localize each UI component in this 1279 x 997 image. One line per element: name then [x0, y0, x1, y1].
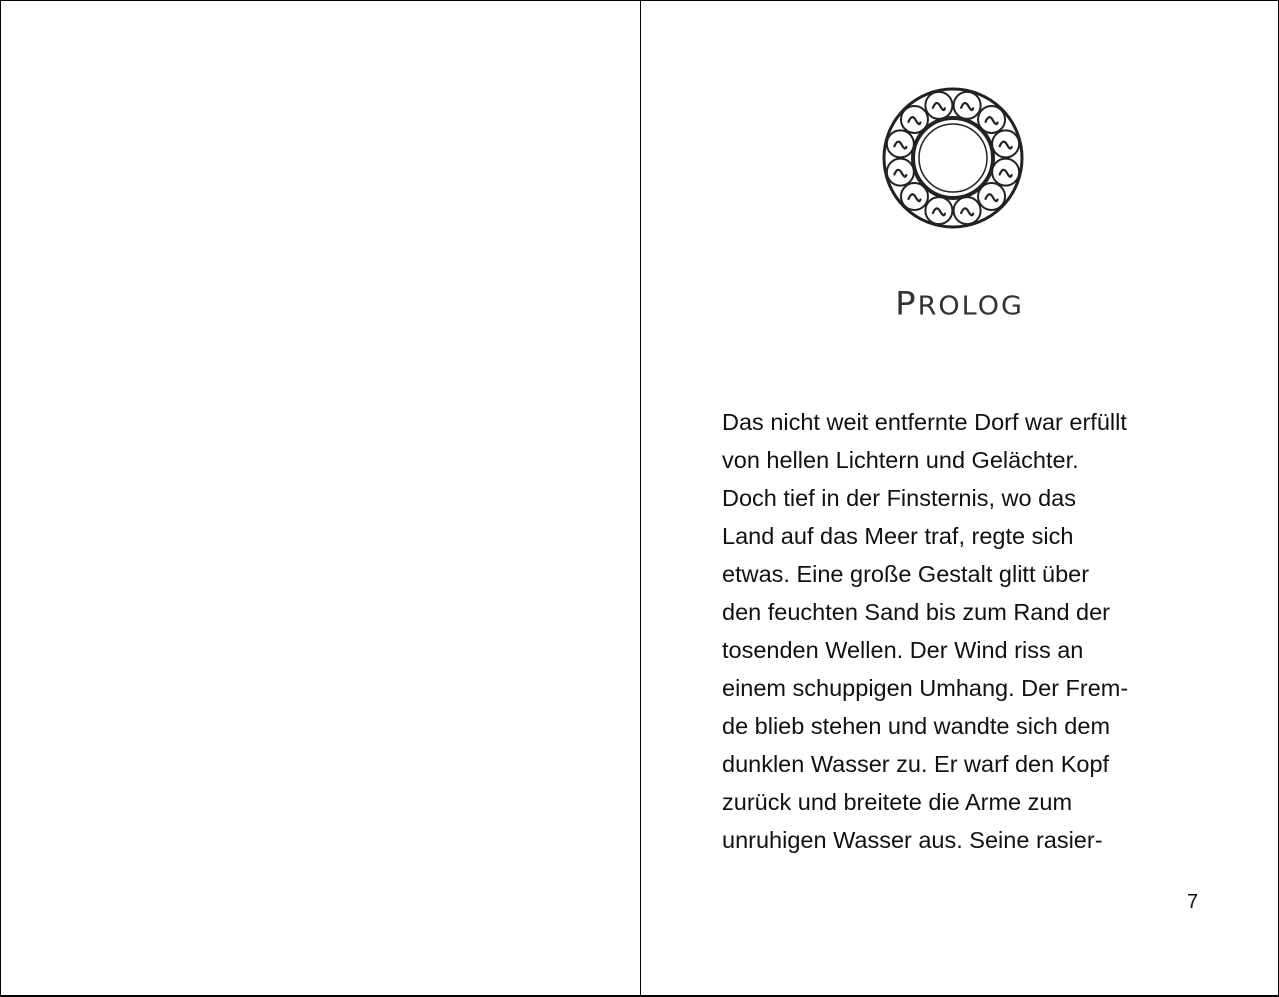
text-line: Land auf das Meer traf, regte sich: [722, 523, 1074, 549]
text-line: von hellen Lichtern und Gelächter.: [722, 447, 1079, 473]
zodiac-ring-icon: [881, 86, 1025, 230]
chapter-title-initial: P: [895, 285, 918, 323]
text-line: etwas. Eine große Gestalt glitt über: [722, 561, 1090, 587]
chapter-title-rest: ROLOG: [917, 291, 1024, 322]
text-line: tosenden Wellen. Der Wind riss an: [722, 637, 1084, 663]
text-line: Doch tief in der Finsternis, wo das: [722, 485, 1076, 511]
text-line: einem schuppigen Umhang. Der Frem-: [722, 675, 1129, 701]
text-line: unruhigen Wasser aus. Seine rasier-: [722, 827, 1103, 853]
text-line: Das nicht weit entfernte Dorf war erfüllt: [722, 409, 1127, 435]
text-line: dunklen Wasser zu. Er warf den Kopf: [722, 751, 1110, 777]
page-number: 7: [1187, 891, 1199, 913]
text-line: zurück und breitete die Arme zum: [722, 789, 1073, 815]
chapter-title: [641, 285, 1278, 323]
body-text: [722, 403, 1192, 859]
right-page: [641, 1, 1278, 995]
text-line: de blieb stehen und wandte sich dem: [722, 713, 1111, 739]
left-page: [1, 1, 641, 995]
text-line: den feuchten Sand bis zum Rand der: [722, 599, 1111, 625]
